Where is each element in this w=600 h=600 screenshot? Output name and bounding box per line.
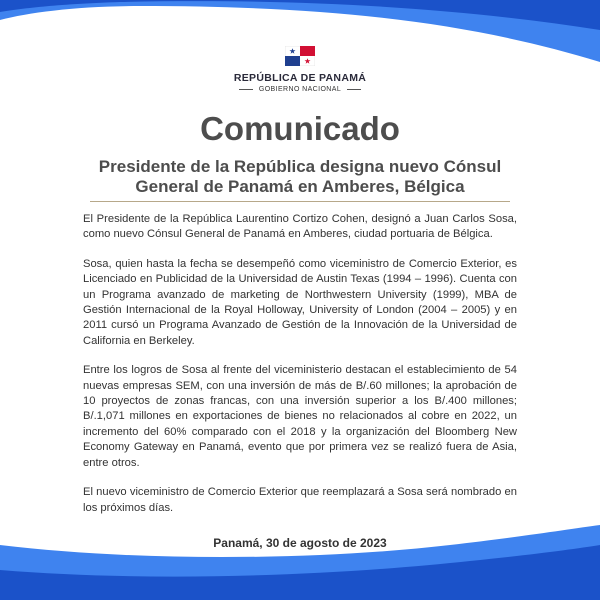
dateline: Panamá, 30 de agosto de 2023: [213, 536, 387, 550]
country-name: REPÚBLICA DE PANAMÁ: [233, 72, 367, 84]
government-label: GOBIERNO NACIONAL: [258, 86, 342, 93]
divider: [90, 201, 510, 202]
divider: [347, 89, 361, 90]
paragraph-3: Entre los logros de Sosa al frente del viceministerio destacan el establecimiento de 54 nuevas empresas SEM, con una inversión de más de B/.60 millones; la aprobación de 10 proyectos de zonas francas, con una inversión superior a los B/.400 millones; B/.1,071 millones en exportaciones de bienes no relacionados al cobre en 2022, un incremento del 60% comparado con el 2018 y la organización del Bloomberg New Economy Gateway en Panamá, evento que por primera vez se realizó fuera de Asia, entre otros.: [83, 364, 517, 469]
paragraph-1: El Presidente de la República Laurentino Cortizo Cohen, designó a Juan Carlos Sosa, como nuevo Cónsul General de Panamá en Amberes, ciudad portuaria de Bélgica.: [83, 213, 517, 241]
divider: [239, 89, 253, 90]
headline-line-2: General de Panamá en Amberes, Bélgica: [135, 177, 465, 196]
government-row: [0, 86, 600, 93]
bottom-blue-wave: [0, 525, 600, 600]
page-title: Comunicado: [200, 110, 400, 147]
paragraph-2: Sosa, quien hasta la fecha se desempeñó como viceministro de Comercio Exterior, es Licenciado en Publicidad de la Universidad de Austin Texas (1994 – 1996). Cuenta con un Programa avanzado de marketing de Northwestern University (1999), MBA de Gestión Internacional de la Royal Holloway, University of London (2004 – 2005) y en 2011 cursó un Programa Avanzado de Gestión de la Innovación de la Universidad de California en Berkeley.: [83, 257, 517, 347]
headline-line-1: Presidente de la República designa nuevo Cónsul: [98, 157, 502, 176]
paragraph-4: El nuevo viceministro de Comercio Exterior que reemplazará a Sosa será nombrado en los próximos días.: [83, 486, 517, 514]
letterhead: [0, 46, 600, 93]
press-release-body: [83, 212, 517, 530]
panama-flag-icon: [285, 46, 315, 66]
headline: [60, 157, 540, 197]
